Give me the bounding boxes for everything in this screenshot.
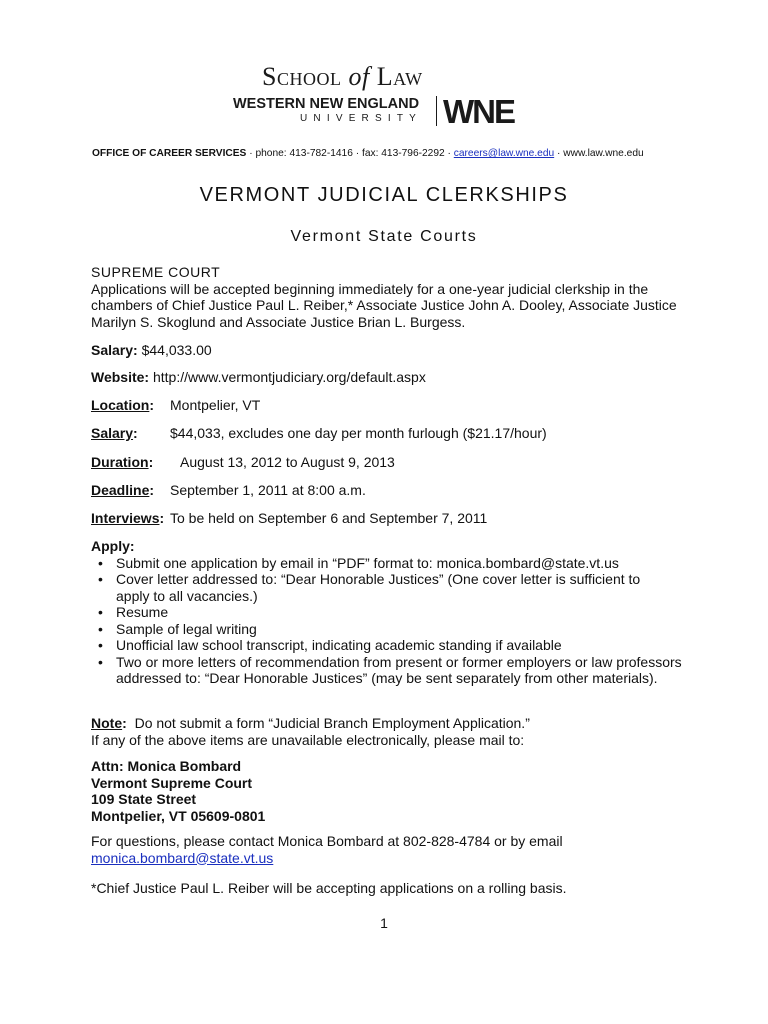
address-line: 109 State Street: [91, 791, 197, 807]
address-line: Montpelier, VT 05609-0801: [91, 807, 266, 824]
list-item: • Unofficial law school transcript, indicating academic standing if available: [98, 637, 562, 653]
deadline-value: September 1, 2011 at 8:00 a.m.: [170, 482, 366, 498]
note-text: Do not submit a form “Judicial Branch Employment Application.”: [134, 715, 530, 731]
university-word: UNIVERSITY: [300, 113, 423, 124]
list-item: • Resume: [98, 604, 169, 620]
salary-label: Salary:: [91, 342, 138, 358]
list-item: • Two or more letters of recommendation from present or former employers or law professors addressed to: “Dear Honorable Justices” (may be sent separately from other materials).: [98, 653, 682, 686]
address-line: Attn: Monica Bombard: [91, 758, 242, 774]
duration-row: Duration:: [91, 454, 154, 470]
website-row: [91, 369, 426, 385]
logo-school-word: School: [262, 62, 342, 91]
salary-value: $44,033.00: [141, 342, 212, 358]
salary-detail-label: Salary: [91, 425, 134, 441]
location-row: Location:: [91, 397, 155, 413]
contact-email-link[interactable]: monica.bombard@state.vt.us: [91, 849, 274, 866]
address-line: Vermont Supreme Court: [91, 774, 253, 791]
university-name: WESTERN NEW ENGLAND: [233, 96, 420, 112]
wne-logo-icon: [443, 96, 533, 126]
duration-value: August 13, 2012 to August 9, 2013: [180, 454, 395, 470]
apply-list: [91, 555, 691, 687]
questions-text: For questions, please contact Monica Bombard at 802-828-4784 or by email: [91, 833, 563, 849]
interviews-value: To be held on September 6 and September 7, 2011: [170, 510, 488, 526]
note-label: Note: [91, 715, 123, 731]
separator: ·: [249, 148, 253, 159]
logo-of-word: of: [348, 62, 370, 91]
office-email-link[interactable]: careers@law.wne.edu: [453, 148, 555, 159]
page-subtitle: Vermont State Courts: [290, 228, 478, 245]
office-contact-line: [92, 148, 644, 159]
page-title: VERMONT JUDICIAL CLERKSHIPS: [199, 184, 569, 206]
deadline-row: Deadline:: [91, 482, 155, 498]
office-name: OFFICE OF CAREER SERVICES: [92, 148, 247, 159]
office-website: www.law.wne.edu: [563, 148, 644, 159]
section-intro: Applications will be accepted beginning immediately for a one-year judicial clerkship in the chambers of Chief Justice Paul L. Reiber,* Associate Justice John A. Dooley, Associate Justice Marilyn S. Skoglund and Associate Justice Brian L. Burgess.: [91, 280, 677, 330]
website-label: Website:: [91, 369, 150, 385]
website-value: http://www.vermontjudiciary.org/default.aspx: [152, 369, 426, 385]
wne-logo-mark: [443, 96, 533, 131]
section-heading: SUPREME COURT: [91, 264, 221, 280]
location-label: Location: [91, 397, 150, 413]
separator: ·: [447, 148, 451, 159]
school-of-law-logo: [262, 62, 562, 92]
separator: ·: [355, 148, 360, 159]
note-section: Note: Do not submit a form “Judicial Branch Employment Application.” If any of the above items are unavailable electronically, please mail to:: [91, 715, 691, 748]
list-item: • Cover letter addressed to: “Dear Honorable Justices” (One cover letter is sufficient to apply to all vacancies.): [98, 571, 641, 604]
interviews-label: Interviews: [91, 510, 160, 526]
wne-logo-text: WNE: [443, 96, 514, 126]
note-line2: If any of the above items are unavailable electronically, please mail to:: [91, 731, 525, 748]
interviews-row: Interviews:: [91, 510, 165, 526]
footnote: *Chief Justice Paul L. Reiber will be accepting applications on a rolling basis.: [91, 880, 567, 896]
apply-section: [91, 538, 691, 687]
list-item: • Sample of legal writing: [98, 620, 257, 637]
salary-detail-row: Salary:: [91, 425, 138, 441]
salary-detail-value: $44,033, excludes one day per month furlough ($21.17/hour): [170, 425, 547, 441]
salary-row: [91, 342, 212, 358]
separator: ·: [557, 148, 561, 159]
office-phone: phone: 413-782-1416: [255, 148, 353, 159]
supreme-court-section: [91, 264, 691, 330]
questions-section: [91, 833, 691, 866]
location-value: Montpelier, VT: [170, 397, 261, 413]
duration-label: Duration: [91, 454, 149, 470]
office-fax: fax: 413-796-2292: [361, 148, 445, 159]
mailing-address: [91, 758, 691, 824]
list-item: • Submit one application by email in “PDF” format to: monica.bombard@state.vt.us: [98, 554, 619, 571]
logo-law-word: Law: [376, 62, 423, 91]
apply-heading: Apply:: [91, 538, 135, 554]
page-number: 1: [380, 915, 388, 931]
deadline-label: Deadline: [91, 482, 150, 498]
logo-divider: [436, 96, 437, 126]
